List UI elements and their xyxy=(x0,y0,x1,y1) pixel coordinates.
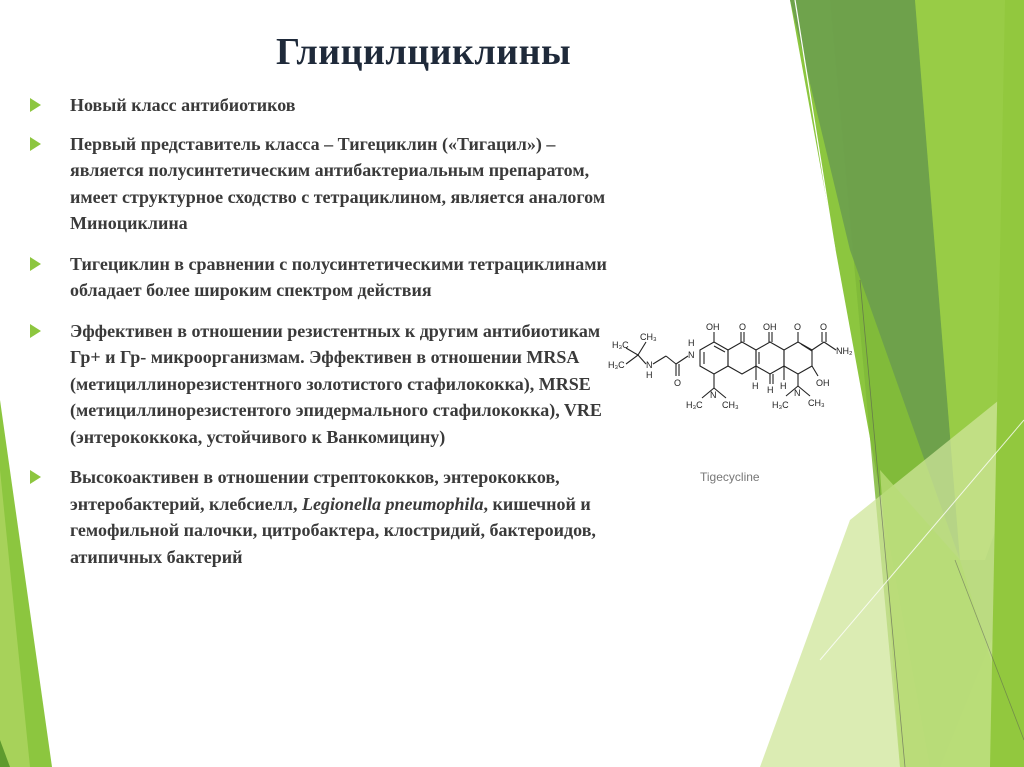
mol-label: NH₂ xyxy=(836,346,853,356)
mol-label: OH xyxy=(706,322,720,332)
mol-label: CH₃ xyxy=(722,400,739,410)
bullet-item xyxy=(30,251,630,304)
bullet-text: Эффективен в отношении резистентных к другим антибиотикам Гр+ и Гр- микроорганизмам. Эффективен в отношении MRSA (метициллинорезистентного золотистого стафилококка), MRSE (метициллинорезистентого эпидермального стафилококка), VRE (энтерококкока, устойчивого к Ванкомицину) xyxy=(70,320,602,447)
bullet-arrow-icon xyxy=(30,470,41,484)
bullet-item xyxy=(30,131,630,237)
bullet-item xyxy=(30,318,630,451)
bullet-text-end: , кишечной и гемофильной палочки, цитробактера, клостридий, бактероидов, атипичных бактерий xyxy=(70,493,596,567)
organism-name: Legionella pneumophila xyxy=(301,493,484,514)
mol-label: H₃C xyxy=(772,400,789,410)
tigecycline-structure xyxy=(598,320,860,445)
bullet-text-start: Высокоактивен в отношении стрептококков, энтерококков, энтеробактерий, клебсиелл, xyxy=(70,467,560,514)
mol-label: H₃C xyxy=(608,360,625,370)
mol-label: N xyxy=(688,350,695,360)
mol-label: O xyxy=(674,378,682,388)
mol-label: H xyxy=(688,338,695,348)
mol-label: OH xyxy=(763,322,777,332)
bullet-arrow-icon xyxy=(30,98,41,112)
mol-label: OH xyxy=(816,378,830,388)
bullet-item xyxy=(30,92,630,119)
mol-label: H xyxy=(780,381,787,391)
slide-title: Глицилциклины xyxy=(276,31,572,73)
bullet-text: Тигециклин в сравнении с полусинтетическими тетрациклинами обладает более широким спектром действия xyxy=(70,253,607,300)
bullet-arrow-icon xyxy=(30,257,41,271)
mol-label: H xyxy=(646,370,653,380)
mol-label: O xyxy=(739,322,747,332)
mol-label: N xyxy=(710,390,717,400)
mol-label: N xyxy=(794,388,801,398)
mol-label: O xyxy=(820,322,828,332)
bullet-text: Первый представитель класса – Тигециклин («Тигацил») – является полусинтетическим антибактериальным препаратом, имеет структурное сходство с тетрациклином, является аналогом Миноциклина xyxy=(70,133,606,233)
mol-label: H₃C xyxy=(612,340,629,350)
bullet-text: Новый класс антибиотиков xyxy=(70,95,296,115)
molecule-caption: Tigecycline xyxy=(700,470,760,484)
mol-label: H₃C xyxy=(686,400,703,410)
bullet-item xyxy=(30,464,630,570)
bullet-arrow-icon xyxy=(30,137,41,151)
mol-label: CH₃ xyxy=(640,332,657,342)
mol-label: H xyxy=(752,381,759,391)
bullet-arrow-icon xyxy=(30,324,41,338)
mol-label: N xyxy=(646,360,653,370)
mol-label: H xyxy=(767,385,774,395)
mol-label: CH₃ xyxy=(808,398,825,408)
mol-label: O xyxy=(794,322,802,332)
bullet-list xyxy=(30,92,630,570)
